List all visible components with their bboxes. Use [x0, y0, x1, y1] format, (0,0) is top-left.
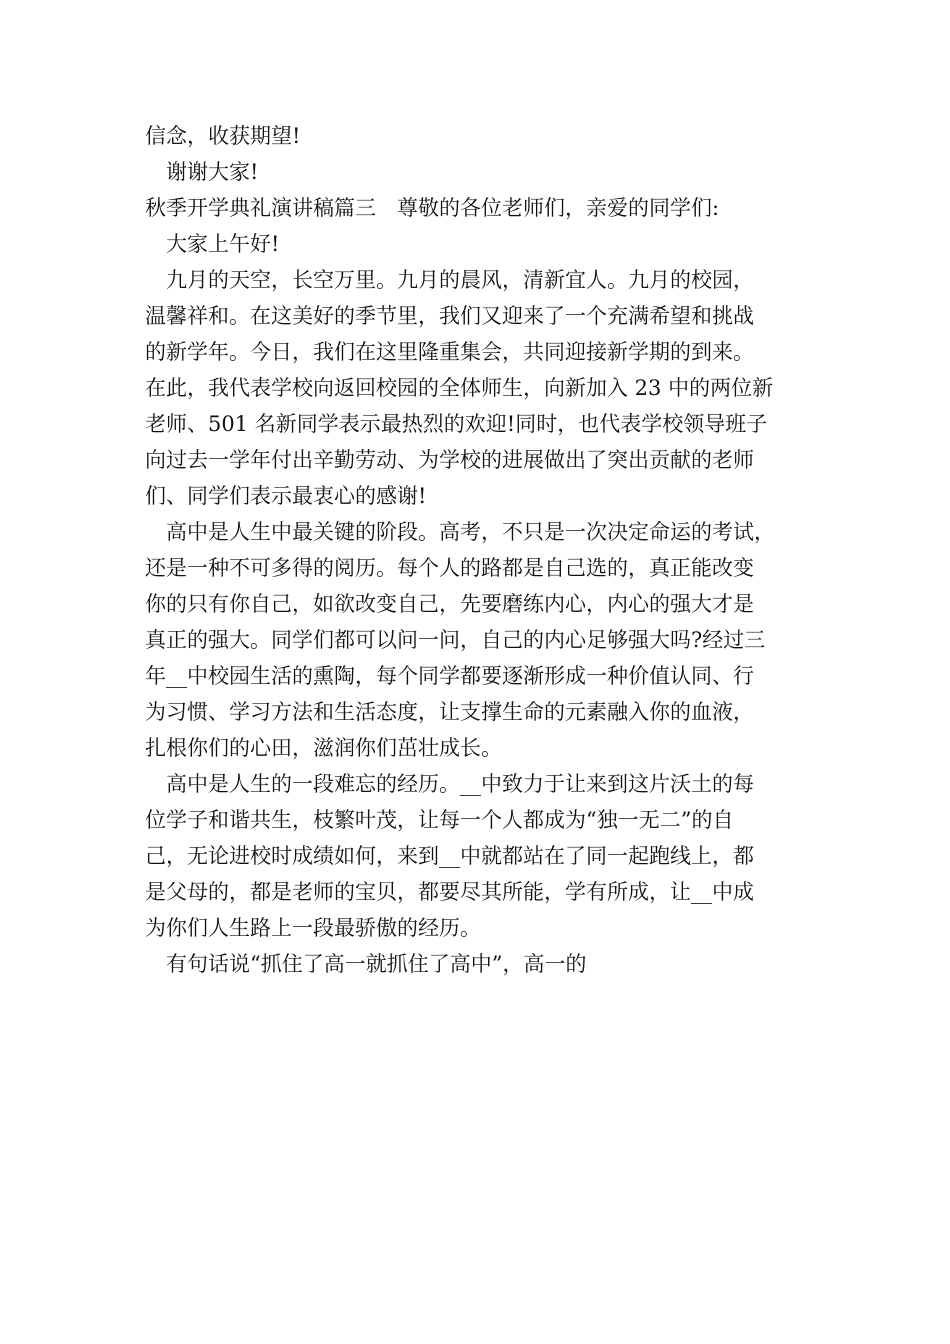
text-line: 为你们人生路上一段最骄傲的经历。 — [145, 916, 481, 940]
text-line: 们、同学们表示最衷心的感谢! — [145, 484, 427, 508]
text-line: 在此，我代表学校向返回校园的全体师生，向新加入 23 中的两位新 — [145, 376, 774, 400]
text-line: 温馨祥和。在这美好的季节里，我们又迎来了一个充满希望和挑战 — [145, 304, 754, 328]
text-line: 有句话说“抓住了高一就抓住了高中”，高一的 — [145, 952, 587, 976]
text-line: 高中是人生的一段难忘的经历。__中致力于让来到这片沃土的每 — [145, 772, 754, 796]
text-line: 年__中校园生活的熏陶，每个同学都要逐渐形成一种价值认同、行 — [145, 664, 754, 688]
text-line: 向过去一学年付出辛勤劳动、为学校的进展做出了突出贡献的老师 — [145, 448, 754, 472]
text-line: 大家上午好! — [145, 232, 280, 256]
text-line: 谢谢大家! — [145, 160, 259, 184]
text-line: 己，无论进校时成绩如何，来到__中就都站在了同一起跑线上，都 — [145, 844, 754, 868]
text-line: 老师、501 名新同学表示最热烈的欢迎!同时，也代表学校领导班子 — [145, 412, 768, 436]
text-line: 你的只有你自己，如欲改变自己，先要磨练内心，内心的强大才是 — [145, 592, 754, 616]
text-line: 扎根你们的心田，滋润你们茁壮成长。 — [145, 736, 502, 760]
text-line: 九月的天空，长空万里。九月的晨风，清新宜人。九月的校园， — [145, 268, 754, 292]
text-line: 位学子和谐共生，枝繁叶茂，让每一个人都成为“独一无二”的自 — [145, 808, 734, 832]
document-body — [145, 118, 810, 982]
text-line: 真正的强大。同学们都可以问一问，自己的内心足够强大吗?经过三 — [145, 628, 766, 652]
text-line: 的新学年。今日，我们在这里隆重集会，共同迎接新学期的到来。 — [145, 340, 754, 364]
text-line: 是父母的，都是老师的宝贝，都要尽其所能，学有所成，让__中成 — [145, 880, 754, 904]
text-line: 信念，收获期望! — [145, 124, 301, 148]
text-line: 还是一种不可多得的阅历。每个人的路都是自己选的，真正能改变 — [145, 556, 754, 580]
text-line: 为习惯、学习方法和生活态度，让支撑生命的元素融入你的血液， — [145, 700, 754, 724]
text-line: 高中是人生中最关键的阶段。高考，不只是一次决定命运的考试， — [145, 520, 775, 544]
section-heading-line: 秋季开学典礼演讲稿篇三 尊敬的各位老师们，亲爱的同学们: — [145, 196, 720, 220]
